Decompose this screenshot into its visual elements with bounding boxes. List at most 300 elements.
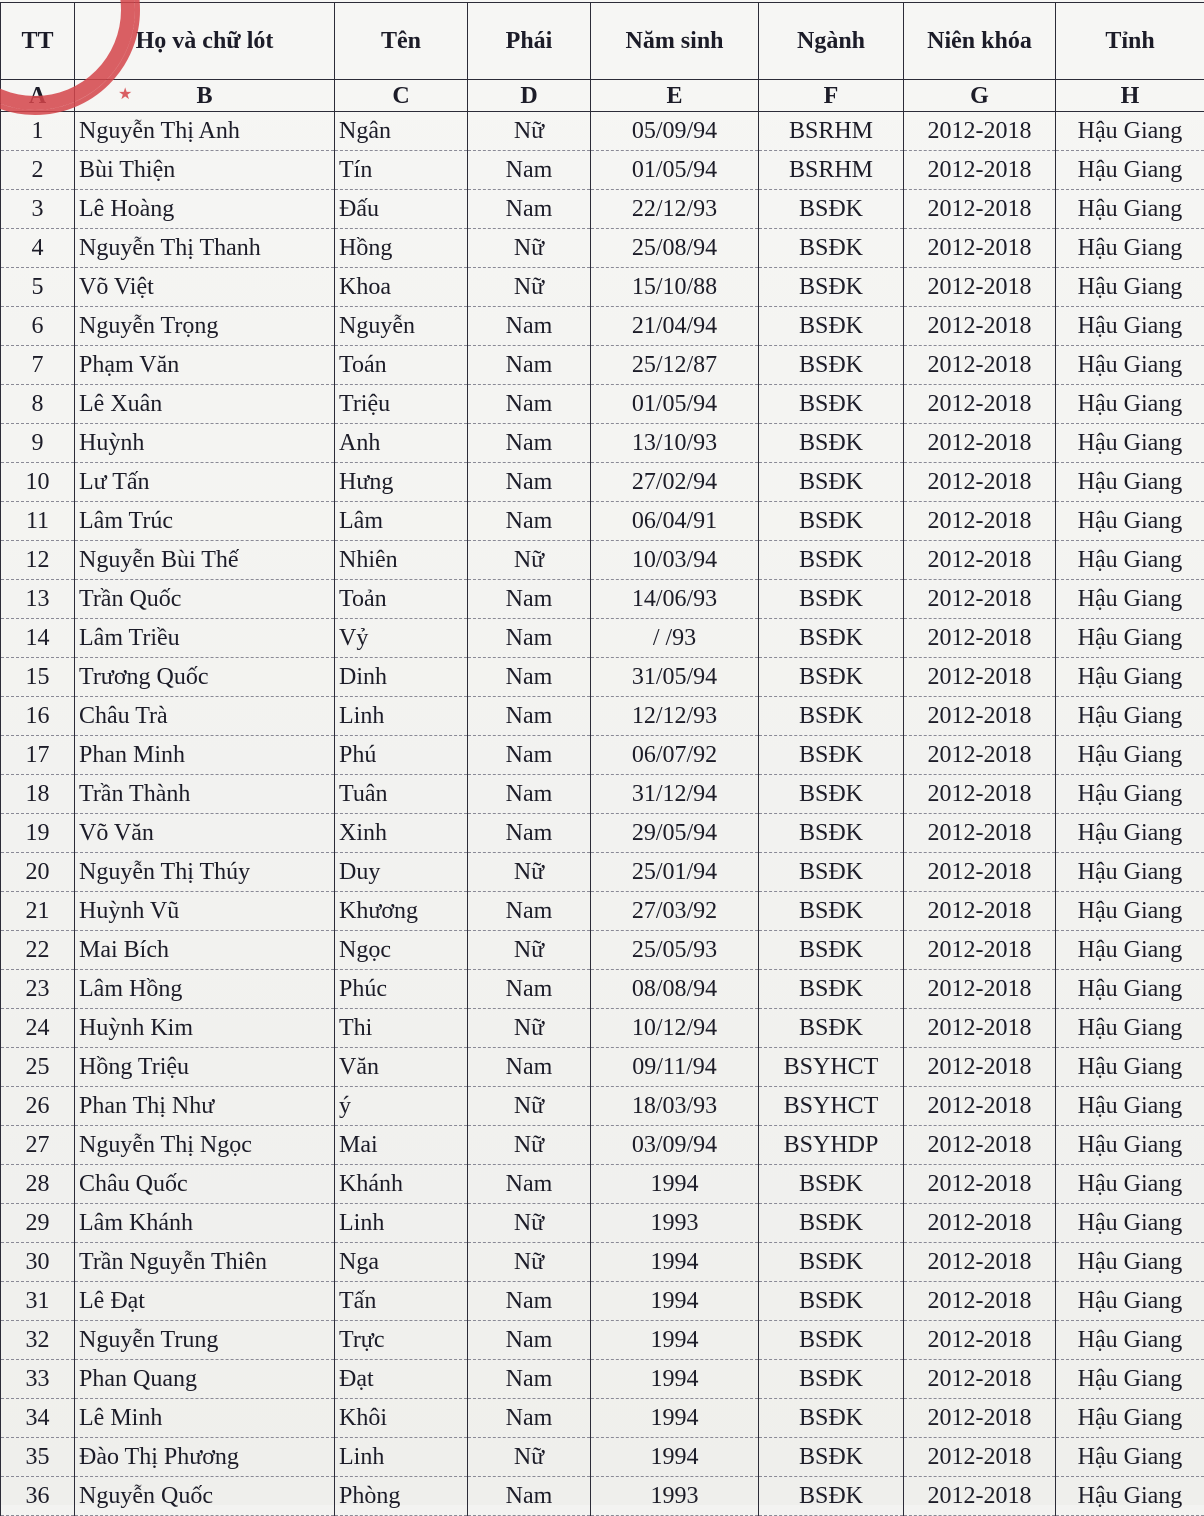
cell-tt: 24 xyxy=(1,1009,75,1048)
cell-nam-sinh: 01/05/94 xyxy=(591,151,759,190)
cell-tinh: Hậu Giang xyxy=(1056,229,1204,268)
cell-nien-khoa: 2012-2018 xyxy=(904,1399,1056,1438)
table-row xyxy=(1,814,1204,853)
cell-tt: 26 xyxy=(1,1087,75,1126)
column-letter: G xyxy=(904,80,1056,112)
table-row xyxy=(1,1282,1204,1321)
cell-tinh: Hậu Giang xyxy=(1056,814,1204,853)
cell-nam-sinh: 05/09/94 xyxy=(591,112,759,151)
cell-nien-khoa: 2012-2018 xyxy=(904,307,1056,346)
cell-tt: 2 xyxy=(1,151,75,190)
cell-nien-khoa: 2012-2018 xyxy=(904,697,1056,736)
cell-nganh: BSĐK xyxy=(759,190,904,229)
cell-ten: Phú xyxy=(335,736,468,775)
cell-ten: Nguyễn xyxy=(335,307,468,346)
cell-tt: 20 xyxy=(1,853,75,892)
cell-nien-khoa: 2012-2018 xyxy=(904,1282,1056,1321)
cell-tinh: Hậu Giang xyxy=(1056,1087,1204,1126)
table-row xyxy=(1,1126,1204,1165)
cell-nam-sinh: 14/06/93 xyxy=(591,580,759,619)
cell-phai: Nam xyxy=(468,385,591,424)
cell-phai: Nữ xyxy=(468,1009,591,1048)
cell-nien-khoa: 2012-2018 xyxy=(904,853,1056,892)
cell-phai: Nam xyxy=(468,970,591,1009)
cell-nien-khoa: 2012-2018 xyxy=(904,775,1056,814)
cell-nganh: BSĐK xyxy=(759,1438,904,1477)
cell-ho-va-chu-lot: Trần Nguyễn Thiên xyxy=(75,1243,335,1282)
cell-tt: 6 xyxy=(1,307,75,346)
cell-ho-va-chu-lot: Nguyễn Trung xyxy=(75,1321,335,1360)
cell-nam-sinh: 01/05/94 xyxy=(591,385,759,424)
cell-tt: 25 xyxy=(1,1048,75,1087)
cell-tt: 13 xyxy=(1,580,75,619)
cell-ho-va-chu-lot: Lê Xuân xyxy=(75,385,335,424)
cell-ho-va-chu-lot: Phan Thị Như xyxy=(75,1087,335,1126)
cell-nien-khoa: 2012-2018 xyxy=(904,1360,1056,1399)
cell-nganh: BSĐK xyxy=(759,229,904,268)
cell-ho-va-chu-lot: Nguyễn Thị Thanh xyxy=(75,229,335,268)
cell-phai: Nam xyxy=(468,892,591,931)
cell-ho-va-chu-lot: Nguyễn Thị Anh xyxy=(75,112,335,151)
cell-ten: Tuân xyxy=(335,775,468,814)
cell-tinh: Hậu Giang xyxy=(1056,775,1204,814)
cell-nien-khoa: 2012-2018 xyxy=(904,346,1056,385)
column-letter: B xyxy=(75,80,335,112)
cell-tt: 35 xyxy=(1,1438,75,1477)
cell-tinh: Hậu Giang xyxy=(1056,658,1204,697)
table-row xyxy=(1,580,1204,619)
cell-phai: Nam xyxy=(468,307,591,346)
cell-nganh: BSRHM xyxy=(759,151,904,190)
cell-phai: Nam xyxy=(468,580,591,619)
cell-nam-sinh: 21/04/94 xyxy=(591,307,759,346)
table-row xyxy=(1,970,1204,1009)
cell-nganh: BSĐK xyxy=(759,424,904,463)
cell-nam-sinh: 09/11/94 xyxy=(591,1048,759,1087)
table-row xyxy=(1,151,1204,190)
cell-nam-sinh: 08/08/94 xyxy=(591,970,759,1009)
cell-tinh: Hậu Giang xyxy=(1056,1438,1204,1477)
table-row xyxy=(1,346,1204,385)
cell-ten: Lâm xyxy=(335,502,468,541)
cell-nam-sinh: 1994 xyxy=(591,1438,759,1477)
cell-nien-khoa: 2012-2018 xyxy=(904,736,1056,775)
cell-tinh: Hậu Giang xyxy=(1056,1126,1204,1165)
cell-ten: Ngân xyxy=(335,112,468,151)
cell-nien-khoa: 2012-2018 xyxy=(904,580,1056,619)
cell-ten: Toản xyxy=(335,580,468,619)
cell-ten: Đạt xyxy=(335,1360,468,1399)
cell-tinh: Hậu Giang xyxy=(1056,1204,1204,1243)
cell-tt: 7 xyxy=(1,346,75,385)
cell-ho-va-chu-lot: Nguyễn Bùi Thế xyxy=(75,541,335,580)
cell-tinh: Hậu Giang xyxy=(1056,697,1204,736)
cell-tt: 29 xyxy=(1,1204,75,1243)
cell-tinh: Hậu Giang xyxy=(1056,424,1204,463)
cell-phai: Nam xyxy=(468,619,591,658)
cell-tt: 21 xyxy=(1,892,75,931)
cell-nganh: BSĐK xyxy=(759,658,904,697)
table-row xyxy=(1,1204,1204,1243)
cell-nien-khoa: 2012-2018 xyxy=(904,1204,1056,1243)
cell-ten: Nga xyxy=(335,1243,468,1282)
column-letter: F xyxy=(759,80,904,112)
cell-tinh: Hậu Giang xyxy=(1056,736,1204,775)
cell-ho-va-chu-lot: Nguyễn Trọng xyxy=(75,307,335,346)
cell-ho-va-chu-lot: Phạm Văn xyxy=(75,346,335,385)
cell-ho-va-chu-lot: Đào Thị Phương xyxy=(75,1438,335,1477)
cell-phai: Nam xyxy=(468,502,591,541)
cell-nien-khoa: 2012-2018 xyxy=(904,229,1056,268)
cell-tt: 34 xyxy=(1,1399,75,1438)
cell-nam-sinh: 10/12/94 xyxy=(591,1009,759,1048)
cell-ho-va-chu-lot: Hồng Triệu xyxy=(75,1048,335,1087)
header-nien-khoa: Niên khóa xyxy=(904,3,1056,80)
cell-phai: Nam xyxy=(468,697,591,736)
cell-ho-va-chu-lot: Châu Trà xyxy=(75,697,335,736)
cell-phai: Nữ xyxy=(468,268,591,307)
cell-ho-va-chu-lot: Phan Quang xyxy=(75,1360,335,1399)
cell-nien-khoa: 2012-2018 xyxy=(904,892,1056,931)
cell-ten: Khoa xyxy=(335,268,468,307)
cell-nganh: BSĐK xyxy=(759,1360,904,1399)
cell-nganh: BSYHCT xyxy=(759,1048,904,1087)
cell-ten: Duy xyxy=(335,853,468,892)
cell-ho-va-chu-lot: Trần Quốc xyxy=(75,580,335,619)
cell-ten: Anh xyxy=(335,424,468,463)
cell-phai: Nam xyxy=(468,1477,591,1516)
column-letter: E xyxy=(591,80,759,112)
cell-nam-sinh: 27/03/92 xyxy=(591,892,759,931)
header-ho-va-chu-lot: Họ và chữ lót xyxy=(75,3,335,80)
cell-ten: Trực xyxy=(335,1321,468,1360)
cell-nganh: BSĐK xyxy=(759,1477,904,1516)
cell-phai: Nữ xyxy=(468,1243,591,1282)
cell-tt: 8 xyxy=(1,385,75,424)
cell-ten: Hưng xyxy=(335,463,468,502)
table-row xyxy=(1,268,1204,307)
cell-nien-khoa: 2012-2018 xyxy=(904,931,1056,970)
cell-tt: 30 xyxy=(1,1243,75,1282)
cell-phai: Nam xyxy=(468,190,591,229)
column-letter: A xyxy=(1,80,75,112)
cell-tinh: Hậu Giang xyxy=(1056,1009,1204,1048)
cell-ho-va-chu-lot: Trần Thành xyxy=(75,775,335,814)
cell-nien-khoa: 2012-2018 xyxy=(904,1321,1056,1360)
cell-tt: 15 xyxy=(1,658,75,697)
cell-ten: Linh xyxy=(335,697,468,736)
cell-tt: 19 xyxy=(1,814,75,853)
table-row xyxy=(1,1243,1204,1282)
cell-tt: 23 xyxy=(1,970,75,1009)
table-row xyxy=(1,229,1204,268)
cell-phai: Nam xyxy=(468,463,591,502)
cell-ho-va-chu-lot: Châu Quốc xyxy=(75,1165,335,1204)
cell-nien-khoa: 2012-2018 xyxy=(904,814,1056,853)
cell-nien-khoa: 2012-2018 xyxy=(904,1438,1056,1477)
cell-phai: Nam xyxy=(468,658,591,697)
cell-ho-va-chu-lot: Phan Minh xyxy=(75,736,335,775)
cell-tt: 31 xyxy=(1,1282,75,1321)
cell-ten: Nhiên xyxy=(335,541,468,580)
cell-ten: Phòng xyxy=(335,1477,468,1516)
cell-ten: Triệu xyxy=(335,385,468,424)
cell-nganh: BSĐK xyxy=(759,853,904,892)
header-tt: TT xyxy=(1,3,75,80)
cell-nien-khoa: 2012-2018 xyxy=(904,1087,1056,1126)
cell-tt: 17 xyxy=(1,736,75,775)
cell-nganh: BSĐK xyxy=(759,931,904,970)
cell-ten: Xinh xyxy=(335,814,468,853)
table-row xyxy=(1,775,1204,814)
cell-nam-sinh: 10/03/94 xyxy=(591,541,759,580)
cell-nam-sinh: 1994 xyxy=(591,1321,759,1360)
cell-ho-va-chu-lot: Mai Bích xyxy=(75,931,335,970)
table-row xyxy=(1,1165,1204,1204)
cell-tinh: Hậu Giang xyxy=(1056,346,1204,385)
cell-phai: Nữ xyxy=(468,112,591,151)
cell-nganh: BSĐK xyxy=(759,1009,904,1048)
table-row xyxy=(1,736,1204,775)
cell-ten: Vỷ xyxy=(335,619,468,658)
cell-nganh: BSĐK xyxy=(759,1243,904,1282)
cell-nien-khoa: 2012-2018 xyxy=(904,424,1056,463)
cell-nien-khoa: 2012-2018 xyxy=(904,619,1056,658)
cell-tinh: Hậu Giang xyxy=(1056,190,1204,229)
cell-tt: 4 xyxy=(1,229,75,268)
cell-tinh: Hậu Giang xyxy=(1056,151,1204,190)
cell-tt: 10 xyxy=(1,463,75,502)
cell-nien-khoa: 2012-2018 xyxy=(904,1165,1056,1204)
cell-nam-sinh: 27/02/94 xyxy=(591,463,759,502)
cell-nam-sinh: 1994 xyxy=(591,1399,759,1438)
cell-nam-sinh: / /93 xyxy=(591,619,759,658)
cell-tt: 12 xyxy=(1,541,75,580)
table-row xyxy=(1,1438,1204,1477)
table-row xyxy=(1,619,1204,658)
cell-nam-sinh: 15/10/88 xyxy=(591,268,759,307)
cell-ten: Hồng xyxy=(335,229,468,268)
cell-phai: Nữ xyxy=(468,1126,591,1165)
cell-nam-sinh: 1994 xyxy=(591,1243,759,1282)
column-letter: D xyxy=(468,80,591,112)
cell-nganh: BSĐK xyxy=(759,1399,904,1438)
cell-nien-khoa: 2012-2018 xyxy=(904,1009,1056,1048)
cell-tinh: Hậu Giang xyxy=(1056,1048,1204,1087)
cell-tt: 18 xyxy=(1,775,75,814)
cell-nganh: BSĐK xyxy=(759,268,904,307)
table-row xyxy=(1,1321,1204,1360)
header-nganh: Ngành xyxy=(759,3,904,80)
cell-tinh: Hậu Giang xyxy=(1056,1477,1204,1516)
cell-ho-va-chu-lot: Lê Hoàng xyxy=(75,190,335,229)
table-row xyxy=(1,1087,1204,1126)
cell-nganh: BSĐK xyxy=(759,1165,904,1204)
cell-tt: 32 xyxy=(1,1321,75,1360)
table-row xyxy=(1,307,1204,346)
table-row xyxy=(1,1399,1204,1438)
cell-phai: Nam xyxy=(468,424,591,463)
cell-ten: Khương xyxy=(335,892,468,931)
cell-nien-khoa: 2012-2018 xyxy=(904,268,1056,307)
cell-phai: Nam xyxy=(468,814,591,853)
cell-phai: Nam xyxy=(468,1165,591,1204)
cell-nien-khoa: 2012-2018 xyxy=(904,190,1056,229)
cell-nganh: BSĐK xyxy=(759,346,904,385)
cell-ho-va-chu-lot: Võ Văn xyxy=(75,814,335,853)
cell-tt: 22 xyxy=(1,931,75,970)
cell-ten: Linh xyxy=(335,1438,468,1477)
cell-nam-sinh: 31/05/94 xyxy=(591,658,759,697)
cell-ho-va-chu-lot: Nguyễn Thị Thúy xyxy=(75,853,335,892)
cell-phai: Nam xyxy=(468,346,591,385)
cell-nganh: BSĐK xyxy=(759,541,904,580)
cell-tinh: Hậu Giang xyxy=(1056,1243,1204,1282)
cell-tinh: Hậu Giang xyxy=(1056,580,1204,619)
cell-ho-va-chu-lot: Lâm Triều xyxy=(75,619,335,658)
cell-nganh: BSĐK xyxy=(759,619,904,658)
cell-phai: Nữ xyxy=(468,541,591,580)
cell-phai: Nam xyxy=(468,1360,591,1399)
cell-ten: Phúc xyxy=(335,970,468,1009)
cell-nien-khoa: 2012-2018 xyxy=(904,112,1056,151)
cell-tinh: Hậu Giang xyxy=(1056,892,1204,931)
cell-ho-va-chu-lot: Lê Minh xyxy=(75,1399,335,1438)
student-list-table xyxy=(0,2,1204,1516)
cell-tinh: Hậu Giang xyxy=(1056,1360,1204,1399)
cell-phai: Nữ xyxy=(468,1438,591,1477)
cell-nganh: BSĐK xyxy=(759,892,904,931)
cell-ten: Dinh xyxy=(335,658,468,697)
cell-nien-khoa: 2012-2018 xyxy=(904,1048,1056,1087)
cell-tinh: Hậu Giang xyxy=(1056,853,1204,892)
cell-ho-va-chu-lot: Huỳnh Vũ xyxy=(75,892,335,931)
cell-tinh: Hậu Giang xyxy=(1056,385,1204,424)
cell-tt: 33 xyxy=(1,1360,75,1399)
cell-tinh: Hậu Giang xyxy=(1056,463,1204,502)
cell-nganh: BSĐK xyxy=(759,814,904,853)
cell-ten: Tấn xyxy=(335,1282,468,1321)
cell-tinh: Hậu Giang xyxy=(1056,268,1204,307)
column-letter-row xyxy=(1,80,1204,112)
cell-phai: Nữ xyxy=(468,229,591,268)
cell-tt: 27 xyxy=(1,1126,75,1165)
cell-nien-khoa: 2012-2018 xyxy=(904,541,1056,580)
cell-nganh: BSĐK xyxy=(759,1321,904,1360)
cell-nganh: BSĐK xyxy=(759,580,904,619)
cell-ho-va-chu-lot: Bùi Thiện xyxy=(75,151,335,190)
cell-nganh: BSĐK xyxy=(759,307,904,346)
cell-tinh: Hậu Giang xyxy=(1056,502,1204,541)
cell-ho-va-chu-lot: Nguyễn Thị Ngọc xyxy=(75,1126,335,1165)
cell-ten: Toán xyxy=(335,346,468,385)
cell-nam-sinh: 25/08/94 xyxy=(591,229,759,268)
cell-tinh: Hậu Giang xyxy=(1056,1165,1204,1204)
table-row xyxy=(1,1048,1204,1087)
table-row xyxy=(1,853,1204,892)
table-row xyxy=(1,1477,1204,1516)
cell-ho-va-chu-lot: Lâm Khánh xyxy=(75,1204,335,1243)
cell-ten: Linh xyxy=(335,1204,468,1243)
cell-tt: 11 xyxy=(1,502,75,541)
cell-tinh: Hậu Giang xyxy=(1056,931,1204,970)
table-row xyxy=(1,658,1204,697)
table-row xyxy=(1,1009,1204,1048)
cell-nam-sinh: 1994 xyxy=(591,1165,759,1204)
header-ten: Tên xyxy=(335,3,468,80)
cell-ten: Đấu xyxy=(335,190,468,229)
cell-nganh: BSĐK xyxy=(759,775,904,814)
cell-nganh: BSĐK xyxy=(759,1204,904,1243)
seal-star-icon: ★ xyxy=(118,84,132,104)
cell-ten: Khánh xyxy=(335,1165,468,1204)
cell-nam-sinh: 13/10/93 xyxy=(591,424,759,463)
cell-tt: 9 xyxy=(1,424,75,463)
cell-tt: 5 xyxy=(1,268,75,307)
cell-phai: Nam xyxy=(468,1321,591,1360)
cell-nam-sinh: 12/12/93 xyxy=(591,697,759,736)
cell-tinh: Hậu Giang xyxy=(1056,619,1204,658)
cell-ho-va-chu-lot: Lâm Trúc xyxy=(75,502,335,541)
cell-nam-sinh: 31/12/94 xyxy=(591,775,759,814)
cell-tt: 1 xyxy=(1,112,75,151)
cell-tinh: Hậu Giang xyxy=(1056,1399,1204,1438)
cell-nganh: BSRHM xyxy=(759,112,904,151)
cell-ten: Tín xyxy=(335,151,468,190)
cell-ho-va-chu-lot: Lê Đạt xyxy=(75,1282,335,1321)
cell-nam-sinh: 1993 xyxy=(591,1204,759,1243)
table-row xyxy=(1,697,1204,736)
cell-phai: Nam xyxy=(468,1282,591,1321)
cell-ten: ý xyxy=(335,1087,468,1126)
cell-ho-va-chu-lot: Nguyễn Quốc xyxy=(75,1477,335,1516)
cell-nam-sinh: 1993 xyxy=(591,1477,759,1516)
cell-nam-sinh: 25/12/87 xyxy=(591,346,759,385)
cell-tt: 28 xyxy=(1,1165,75,1204)
cell-tinh: Hậu Giang xyxy=(1056,970,1204,1009)
cell-nam-sinh: 25/01/94 xyxy=(591,853,759,892)
cell-phai: Nam xyxy=(468,151,591,190)
header-nam-sinh: Năm sinh xyxy=(591,3,759,80)
cell-tt: 36 xyxy=(1,1477,75,1516)
cell-nam-sinh: 06/04/91 xyxy=(591,502,759,541)
cell-nam-sinh: 18/03/93 xyxy=(591,1087,759,1126)
cell-nien-khoa: 2012-2018 xyxy=(904,658,1056,697)
table-row xyxy=(1,463,1204,502)
cell-nam-sinh: 03/09/94 xyxy=(591,1126,759,1165)
cell-nganh: BSĐK xyxy=(759,502,904,541)
cell-nganh: BSĐK xyxy=(759,1282,904,1321)
cell-nien-khoa: 2012-2018 xyxy=(904,151,1056,190)
cell-ho-va-chu-lot: Trương Quốc xyxy=(75,658,335,697)
cell-nam-sinh: 22/12/93 xyxy=(591,190,759,229)
table-body xyxy=(1,112,1204,1516)
cell-phai: Nam xyxy=(468,775,591,814)
cell-nien-khoa: 2012-2018 xyxy=(904,463,1056,502)
cell-ten: Mai xyxy=(335,1126,468,1165)
cell-ten: Văn xyxy=(335,1048,468,1087)
table-row xyxy=(1,424,1204,463)
cell-nganh: BSĐK xyxy=(759,385,904,424)
cell-nien-khoa: 2012-2018 xyxy=(904,502,1056,541)
table-row xyxy=(1,892,1204,931)
cell-tinh: Hậu Giang xyxy=(1056,1321,1204,1360)
table-row xyxy=(1,112,1204,151)
cell-ho-va-chu-lot: Lư Tấn xyxy=(75,463,335,502)
cell-ten: Ngọc xyxy=(335,931,468,970)
column-letter: H xyxy=(1056,80,1204,112)
cell-ho-va-chu-lot: Huỳnh xyxy=(75,424,335,463)
